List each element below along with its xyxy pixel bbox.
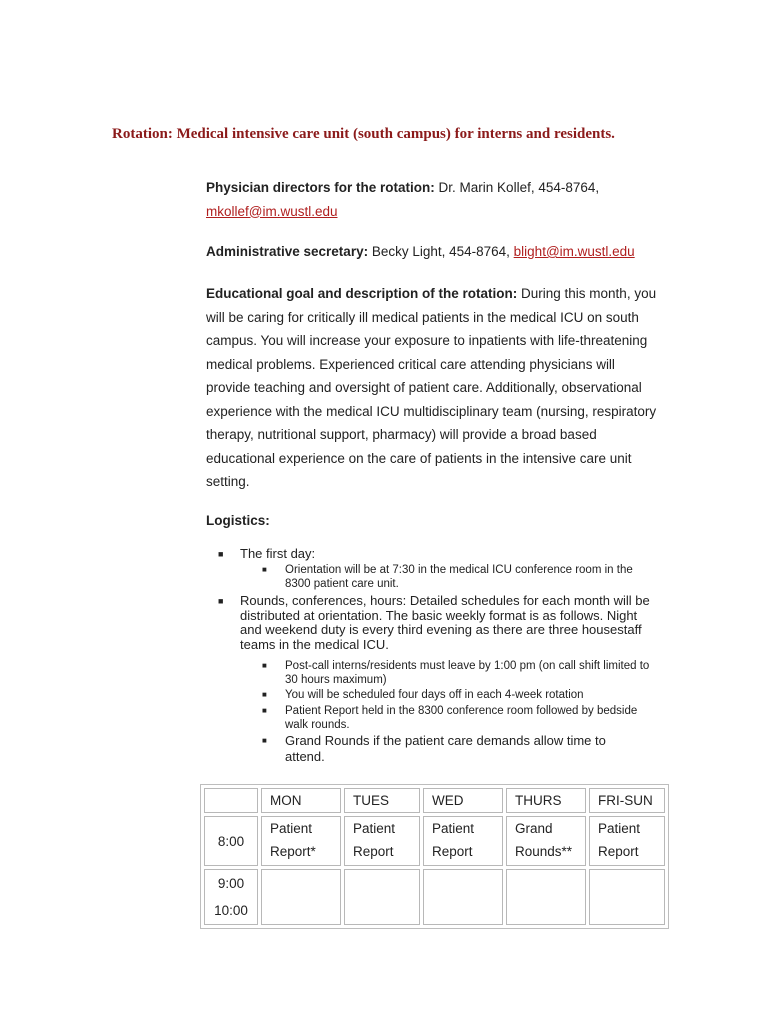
bullet-icon: ■ <box>218 596 224 606</box>
directors-label: Physician directors for the rotation: <box>206 180 435 195</box>
table-cell <box>589 869 665 925</box>
bullet-icon: ■ <box>262 736 267 745</box>
table-row <box>204 816 665 866</box>
goal-label: Educational goal and description of the rotation: <box>206 286 518 301</box>
bullet-icon: ■ <box>262 706 267 715</box>
directors-paragraph <box>206 176 658 223</box>
table-cell: Grand Rounds** <box>506 816 586 866</box>
time-cell: 9:00 10:00 <box>204 869 258 925</box>
secretary-paragraph <box>206 240 658 264</box>
logistics-heading: Logistics: <box>206 513 270 528</box>
orientation-text: Orientation will be at 7:30 in the medical ICU conference room in the 8300 patient care unit. <box>285 564 633 590</box>
time-cell: 8:00 <box>204 816 258 866</box>
bullet-icon: ■ <box>218 549 224 559</box>
goal-text: During this month, you will be caring for critically ill medical patients in the medical ICU on south campus. You will increase your exposure to inpatients with life-threatening medical problems. Experienced critical care attending physicians will provide teaching and oversight of patient care. Additionally, observational experience with the medical ICU multidisciplinary team (nursing, respiratory therapy, nutritional support, pharmacy) will provide a broad based educational experience on the care of patients in the intensive care unit setting. <box>206 286 657 489</box>
table-cell <box>423 869 503 925</box>
secretary-label: Administrative secretary: <box>206 244 369 259</box>
header-cell-fri-sun: FRI-SUN <box>589 788 665 813</box>
table-cell <box>344 869 420 925</box>
patient-report-text: Patient Report held in the 8300 conference room followed by bedside walk rounds. <box>285 705 638 731</box>
header-cell-mon: MON <box>261 788 341 813</box>
days-off-text: You will be scheduled four days off in each 4-week rotation <box>285 689 584 701</box>
table-cell <box>506 869 586 925</box>
secretary-text: Becky Light, 454-8764, <box>368 244 514 259</box>
table-cell: Patient Report <box>423 816 503 866</box>
directors-email-link[interactable]: mkollef@im.wustl.edu <box>206 203 338 219</box>
rotation-heading: Rotation: Medical intensive care unit (south campus) for interns and residents. <box>112 126 615 142</box>
table-cell <box>261 869 341 925</box>
rounds-text: Rounds, conferences, hours: Detailed schedules for each month will be distributed at orientation. The basic weekly format is as follows. Night and weekend duty is every third evening as there are three housestaff teams in the medical ICU. <box>240 593 650 652</box>
header-cell <box>204 788 258 813</box>
grand-rounds-text: Grand Rounds if the patient care demands allow time to attend. <box>285 733 606 764</box>
header-cell-thurs: THURS <box>506 788 586 813</box>
directors-text: Dr. Marin Kollef, 454-8764, <box>434 180 600 195</box>
table-cell: Patient Report* <box>261 816 341 866</box>
table-cell: Patient Report <box>589 816 665 866</box>
table-header-row <box>204 788 665 813</box>
header-cell-wed: WED <box>423 788 503 813</box>
bullet-icon: ■ <box>262 661 267 670</box>
secretary-email-link[interactable]: blight@im.wustl.edu <box>513 244 635 259</box>
table-cell: Patient Report <box>344 816 420 866</box>
header-cell-tues: TUES <box>344 788 420 813</box>
first-day-text: The first day: <box>240 546 316 561</box>
post-call-text: Post-call interns/residents must leave by 1:00 pm (on call shift limited to 30 hours maximum) <box>285 660 650 686</box>
bullet-icon: ■ <box>262 690 267 699</box>
bullet-icon: ■ <box>262 565 267 574</box>
table-row <box>204 869 665 925</box>
weekly-schedule-table <box>200 784 669 929</box>
goal-paragraph <box>206 282 658 494</box>
